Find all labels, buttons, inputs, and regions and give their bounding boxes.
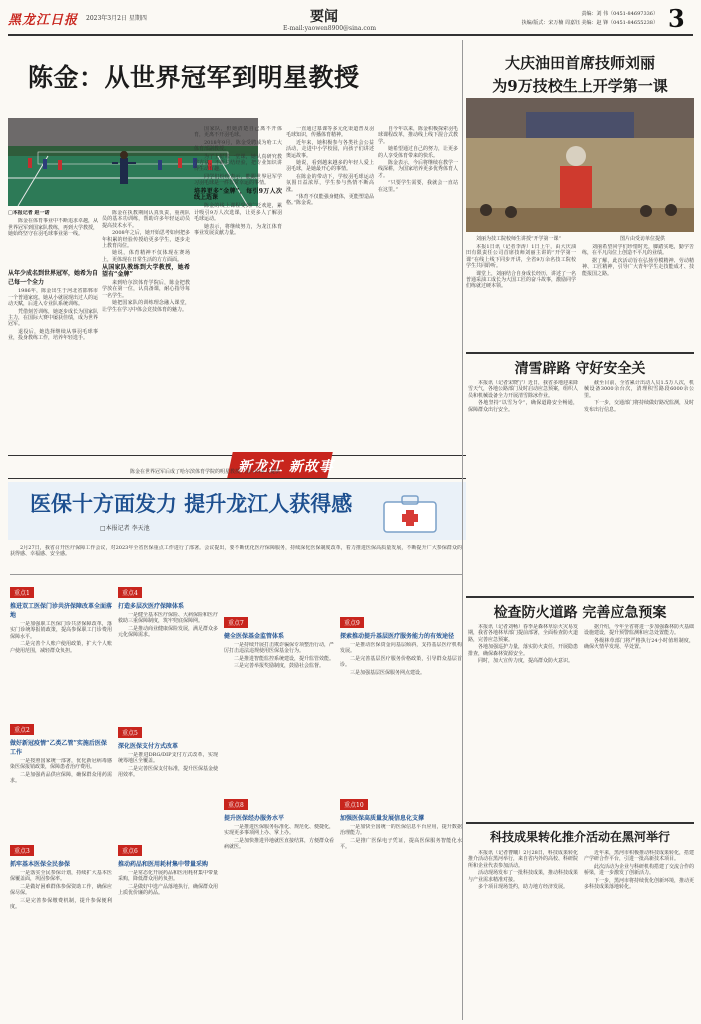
hc-section-5-title: 深化医保支付方式改革 — [118, 743, 179, 750]
hc-section-1-tag: 重点1 — [10, 587, 34, 598]
main-col-2: 陈金在执教期间认真负责，重视队员的基本功训练，帮助许多年轻运动员提高技术水平。 2008年之后，她开始思考如何把多年积累的经验传授给更多学生，逐步走上教育岗位。 她说，体育精神不仅体现在赛场上，更体现在日常生活的方方面面。 从国家队教练到大学教授，她希望有“金牌” 来到哈尔滨体育学院后，陈金把教学放在第一位，认真备课，耐心指导每一名学生。 她把国家队的训练理念融入课堂，让学生在学习中体会竞技体育的魅力。 — [102, 210, 190, 313]
hc-col-1: 重点1 推进双工医保门诊共济保障改革全面落地 一是加强职工医保门诊共济保障改革，落实门诊统筹报销政策，提高参保职工门诊费用保障水平。 二是完善个人账户使用政策，扩大个人账户使用范围，减轻群众负担。 重点2 做好新冠疫情“乙类乙管”实施后医保工作 一是按照国家统一部署，优化新冠病毒感染医保报销政策，保障患者治疗费用。 二是加强药品供应保障，确保群众用药需求。 重点3 抓牢基本医保全民参保 一是落实全民参保计划，持续扩大基本医保覆盖面，巩固参保率。 二是做好困难群体参保资助工作，确保应保尽保。 三是完善参保缴费机制，提升参保便利度。 — [10, 580, 112, 990]
hc-col-2: 重点4 打造多层次医疗保障体系 一是健全基本医疗保险、大病保险和医疗救助三重保障制度，筑牢兜底保障网。 二是推动商业健康保险发展，满足群众多元化保障需求。 重点5 深化医保支付方式改革 一是推进DRG/DIP支付方式改革，实现统筹地区全覆盖。 二是完善医保支付标准，提升医保基金使用效率。 重点6 推动药品和医用耗材集中带量采购 一是常态化开展药品和医用耗材集中带量采购，降低群众用药负担。 二是做好中选产品落地执行，确保群众用上质优价廉的药品。 — [118, 580, 218, 980]
story4-text-left: 本报讯（记者曹曦）2月28日，科技成果转化推介活动在黑河举行，来自省内外的高校、科研院所和企业代表参加活动。 活动现场发布了一批科技成果，推动科技成果与产业需求精准对接。 多个项目现场签约，助力地方经济发展。 — [468, 850, 578, 891]
banner-caption: 陈金在世界冠军后成了哈尔滨体育学院的明星教授。图片由本人提供 — [130, 469, 281, 475]
side-caption: 刘丽为技工院校师生讲授“开学第一课” — [476, 236, 562, 242]
healthcare-lede-rule — [10, 574, 462, 575]
healthcare-headline: 医保十方面发力 提升龙江人获得感 — [30, 491, 353, 516]
hc-col-3: 重点7 健全医保基金监管体系 一是持续开展打击欺诈骗保专项整治行动，严厉打击违法违规使用医保基金行为。 二是推进智能监控系统建设，提升监管效能。 三是完善举报奖励制度，鼓励社会监督。 重点8 提升医保经办服务水平 一是推进医保服务标准化、规范化、便捷化，实现更多事项网上办、掌上办。 二是加快推进异地就医直接结算，方便群众看病就医。 — [224, 610, 334, 954]
hc-section-8-tag: 重点8 — [224, 799, 248, 810]
hc-section-9-tag: 重点9 — [340, 617, 364, 628]
main-subhead-1: 从年少成名到世界冠军，她希为自己每一个全力 — [8, 270, 99, 287]
story4-text-right: 近年来，黑河市积极推动科技成果转化，搭建产学研合作平台，引进一批高新技术项目。 此次活动为企业与科研机构搭建了交流合作的桥梁，进一步激发了创新活力。 下一步，黑河市将持续优化创新环境，推动更多科技成果落地转化。 — [584, 850, 694, 891]
main-byline: □本报记者 赵一诺 — [8, 210, 50, 216]
healthcare-byline: □本报记者 李天池 — [100, 525, 150, 532]
hc-section-7-title: 健全医保基金监管体系 — [224, 633, 285, 640]
hc-section-4-tag: 重点4 — [118, 587, 142, 598]
hc-section-7-tag: 重点7 — [224, 617, 248, 628]
story2-rule — [466, 352, 694, 354]
column-divider — [462, 40, 463, 1020]
hc-section-6-title: 推动药品和医用耗材集中带量采购 — [118, 861, 209, 868]
side-photo-credit: 图片由受访单位提供 — [620, 236, 666, 242]
hc-section-3-tag: 重点3 — [10, 845, 34, 856]
story2-headline: 清雪辟路 守好安全关 — [514, 361, 646, 377]
main-col-4: 一直通过慕课等多元化渠道普及羽毛球知识，传播体育精神。 近年来，她积极参与各类社会公益活动，走进中小学校园，向孩子们讲述奥运故事。 她说，看到越来越多的年轻人爱上羽毛球，是她最开心的事情。 在陈金的带动下，学校羽毛球运动氛围日益浓厚，学生参与热情不断高涨。 “体育不仅能强身健体，更能塑造品格。”陈金说。 — [286, 126, 374, 207]
story3-text-left: 本报讯（记者刘畅）春季是森林草原火灾易发期，我省各地林草部门提前部署，全面检查防火道路，完善应急预案。 各地加强巡护力量，落实防火责任，开展隐患排查，确保森林资源安全。 同时，加大宣传力度，提高群众防火意识。 — [468, 624, 578, 665]
newspaper-logo: 黑龙江日报 — [8, 13, 79, 28]
main-subhead-2: 从国家队教练到大学教授，她希望有“金牌” — [102, 264, 190, 278]
hc-section-6-tag: 重点6 — [118, 845, 142, 856]
side-text-left: 本报1日讯（记者李涛）1日上午，由大庆油田有限责任公司首席技师刘丽主讲的“开学第一课”在线上线下同步开讲，全省9万余名技工院校学生共同聆听。 课堂上，刘丽结合自身成长经历，讲述了一名普通采油工成长为大国工匠的奋斗故事，激励同学们练就过硬本领。 — [466, 244, 576, 290]
main-col-5: 自今年以来，陈金积极探索羽毛球课程改革，推动线上线下混合式教学。 她希望通过自己的努力，让更多的人享受体育带来的快乐。 陈金表示，今后将继续在教学一线深耕，为国家培养更多优秀体育人才。 “只要学生需要，我就会一直站在这里。” — [378, 126, 458, 193]
story4-headline: 科技成果转化推介活动在黑河举行 — [489, 830, 670, 844]
story3-text-right: 据介绍，今年全省将进一步加强森林防火基础设施建设，提升预警监测和应急处置能力。 各级林草部门将严格执行24小时值班制度，确保火情早发现、早处置。 — [584, 624, 694, 651]
side-headline: 大庆油田首席技师刘丽 为9万技校生上开学第一课 — [492, 54, 668, 95]
page-number: 3 — [668, 4, 685, 33]
main-headline: 陈金：从世界冠军到明星教授 — [28, 63, 360, 92]
hc-section-2-title: 做好新冠疫情“乙类乙管”实施后医保工作 — [10, 740, 107, 756]
hc-section-10-title: 加强医保高质量发展信息化支撑 — [340, 815, 425, 822]
hc-section-5-tag: 重点5 — [118, 727, 142, 738]
side-text-right: 刘丽希望同学们珍惜时光，脚踏实地，勤学苦练，在平凡岗位上创造不平凡的业绩。 据了解，此次活动旨在弘扬劳模精神、劳动精神、工匠精神，引导广大青年学生走技能成才、技能报国之路。 — [582, 244, 694, 277]
hc-section-3-title: 抓牢基本医保全民参保 — [10, 861, 71, 868]
editor-line-1: 责编：刘 伟（0451-84697336） — [581, 11, 658, 17]
section-title: 要闻 — [310, 9, 338, 25]
main-subhead-3: 培养更多“金牌”，每引9万人次线上选课 — [194, 187, 282, 202]
issue-date: 2023年3月2日 星期四 — [86, 15, 147, 22]
hc-section-8-title: 提升医保经办服务水平 — [224, 815, 285, 822]
banner-text: 新龙江 新故事 — [238, 459, 334, 475]
main-col-3: 国家队，但她清楚自己离不开体育，更离不开羽毛球。 2018年9月，陈金受聘成为哈工大体育部副教授。 为了上好每一堂课，她认真研究教学方法，不断总结经验，把专业知识讲得生动有趣。 同学们纷纷表示，能跟世界冠军学习羽毛球是一件非常幸运的事情。 培养更多“金牌”，每引9万人次线上选课 陈金的线上课程受到广泛欢迎，累计吸引9万人次选课，让更多人了解羽毛球运动。 她表示，将继续努力，为龙江体育事业发展贡献力量。 — [194, 126, 282, 237]
hc-col-4: 重点9 探索推动提升基层医疗服务能力的有效途径 一是推动医保资金向基层倾斜，支持基层医疗机构发展。 二是完善基层医疗服务价格政策，引导群众基层首诊。 三是加强基层医保服务网点建设。 重点10 加强医保高质量发展信息化支撑 一是加快全国统一的医保信息平台应用，提升数据治理能力。 二是推广医保电子凭证，提高医保服务智能化水平。 — [340, 610, 462, 954]
editor-line-2: 执编/版式：宋万楠 周嘉钰 美编：赵 锋（0451-84655238） — [521, 20, 658, 26]
hc-section-1-title: 推进双工医保门诊共济保障改革全面落地 — [10, 603, 113, 619]
story2-text-left: 本报讯（记者宋晓宁）近日，我省多地迎来降雪天气，各地公路部门及时启动应急预案，组织人员和机械设备全力开展清雪除冰作业。 各地坚持“以雪为令”，确保道路安全畅通，保障群众出行安全。 — [468, 380, 578, 413]
masthead-rule — [8, 34, 693, 36]
medical-kit-icon — [380, 492, 440, 534]
hc-section-4-title: 打造多层次医疗保障体系 — [118, 603, 185, 610]
story2-text-right: 截至目前，全省累计出动人员1.5万人次，机械设备3000余台次，清理积雪路段6000余公里。 下一步，交通部门将持续做好路况监测，及时发布出行信息。 — [584, 380, 694, 413]
story3-headline: 检查防火道路 完善应急预案 — [493, 605, 667, 621]
healthcare-lede: 2月27日，我省召开医疗保障工作会议，对2023年全省医保重点工作进行了部署。会议提出，要不断优化医疗保障服务，持续深化医保制度改革，着力推进医保高质量发展，不断提升广大参保群众的获得感、幸福感、安全感。 — [10, 545, 462, 558]
banner-bottom-rule — [8, 478, 466, 479]
main-byline-col: □本报记者 赵一诺 陈金在体育事业中不断追求卓越，从世界冠军到国家队教练，再到大学教授，她始终坚守在羽毛球事业第一线。 从年少成名到世界冠军，她希为自己每一个全力 1986年，陈金出生于河北省邯郸市一个普通家庭。她从小就展现出过人的运动天赋，后进入专业队系统训练。 凭借刻苦训练，她逐步成长为国家队主力，在国际大赛中屡获佳绩，成为世界冠军。 退役后，她选择继续从事羽毛球事业，投身教练工作，培养年轻选手。 — [8, 210, 99, 342]
hc-section-9-title: 探索推动提升基层医疗服务能力的有效途径 — [340, 633, 455, 640]
story3-rule — [466, 596, 694, 598]
story4-rule — [466, 822, 694, 824]
hc-section-2-tag: 重点2 — [10, 724, 34, 735]
hc-section-10-tag: 重点10 — [340, 799, 368, 810]
side-photo — [466, 98, 694, 232]
section-email: E-mail:yaowen8900@sina.com — [283, 25, 377, 32]
